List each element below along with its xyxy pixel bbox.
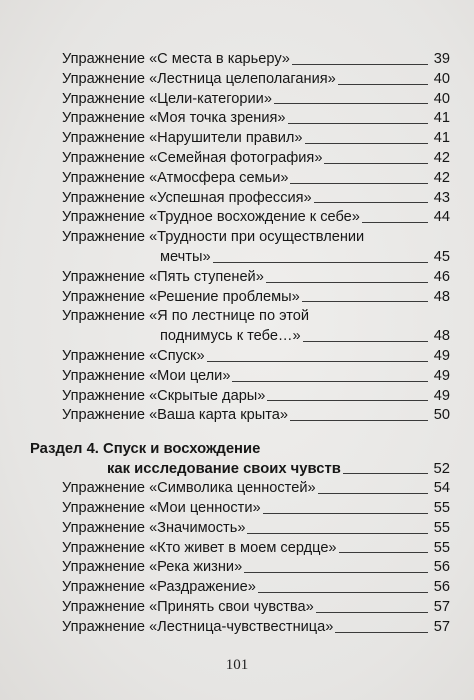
toc-entry-title: Упражнение «Река жизни» [62,559,243,576]
toc-entry-page: 40 [433,90,450,107]
toc-entry-page: 45 [433,248,450,265]
dot-leader [314,202,428,203]
toc-entry-title: Упражнение «Моя точка зрения» [62,110,286,127]
toc-entry [30,387,450,407]
toc-entry [30,347,450,367]
toc-list-section4 [30,479,450,637]
toc-entry-page: 49 [433,367,450,384]
toc-entry-title: Упражнение «Семейная фотография» [62,149,323,166]
toc-entry-title: Упражнение «Решение проблемы» [62,288,300,305]
dot-leader [316,612,428,613]
toc-entry [30,578,450,598]
dot-leader [292,64,428,65]
toc-entry [30,268,450,288]
dot-leader [244,572,428,573]
dot-leader [213,262,428,263]
toc-entry-page: 55 [433,519,450,536]
toc-entry-title: Упражнение «Мои цели» [62,367,231,384]
toc-entry [30,129,450,149]
toc-entry [30,70,450,90]
toc-entry-title: Упражнение «Скрытые дары» [62,387,266,404]
toc-entry [30,288,450,308]
toc-entry-title: Упражнение «Символика ценностей» [62,480,316,497]
toc-entry-page: 57 [433,618,450,635]
toc-entry-ladder-line1 [30,307,450,327]
toc-entry-title: Упражнение «Пять ступеней» [62,268,264,285]
toc-entry-title: мечты» [160,248,211,265]
dot-leader [303,341,428,342]
toc-entry-title: Упражнение «Атмосфера семьи» [62,169,289,186]
toc-entry-title: Упражнение «Спуск» [62,347,205,364]
toc-entry-title: Упражнение «Раздражение» [62,579,256,596]
toc-entry-page: 46 [433,268,450,285]
toc-entry-title: Упражнение «Успешная профессия» [62,189,312,206]
toc-entry-page: 57 [433,598,450,615]
dot-leader [290,183,428,184]
toc-entry [30,618,450,638]
toc-entry-page: 56 [433,559,450,576]
toc-entry [30,169,450,189]
page-number: 101 [225,657,249,673]
toc-entry-page: 44 [433,209,450,226]
toc-entry [30,499,450,519]
toc-entry [30,406,450,426]
toc-entry-title: Упражнение «Лестница целеполагания» [62,70,336,87]
dot-leader [232,381,428,382]
toc-list-after [30,347,450,426]
toc-entry-page: 43 [433,189,450,206]
dot-leader [247,533,428,534]
toc-entry-page: 42 [433,169,450,186]
section-heading-line2 [30,459,450,479]
dot-leader [302,301,428,302]
section-spacer [30,426,450,439]
toc-entry [30,149,450,169]
dot-leader [263,513,428,514]
section-title: Раздел 4. Спуск и восхождение [30,441,261,458]
toc-entry [30,519,450,539]
toc-entry-page: 41 [433,130,450,147]
section-title: как исследование своих чувств [107,461,341,478]
section-page: 52 [433,461,450,478]
toc-entry-page: 42 [433,149,450,166]
toc-entry-title: Упражнение «Ваша карта крыта» [62,407,288,424]
toc-entry-title: Упражнение «Трудное восхождение к себе» [62,209,360,226]
dot-leader [339,552,428,553]
toc-entry [30,539,450,559]
toc-entry [30,109,450,129]
dot-leader [274,103,428,104]
toc-entry-title: Упражнение «Кто живет в моем сердце» [62,539,337,556]
toc-entry-title: поднимусь к тебе…» [160,328,301,345]
toc-entry [30,479,450,499]
toc-entry [30,558,450,578]
toc-list-middle [30,268,450,308]
toc-list-before [30,50,450,228]
toc-entry-title: Упражнение «Я по лестнице по этой [62,308,310,325]
toc-entry-page: 48 [433,328,450,345]
dot-leader [324,163,428,164]
toc-entry-page: 49 [433,347,450,364]
toc-entry-difficulties-line2 [30,248,450,268]
dot-leader [305,143,429,144]
toc-entry-title: Упражнение «Трудности при осуществлении [62,229,365,246]
toc-entry-title: Упражнение «Цели-категории» [62,90,272,107]
toc-entry-page: 56 [433,579,450,596]
toc-entry-title: Упражнение «Нарушители правил» [62,130,303,147]
toc-entry-title: Упражнение «Лестница-чувствестница» [62,618,334,635]
toc-entry-page: 40 [433,70,450,87]
toc-entry [30,208,450,228]
dot-leader [267,400,428,401]
dot-leader [290,420,428,421]
toc-entry-page: 39 [433,51,450,67]
toc-entry-page: 55 [433,499,450,516]
toc-entry-title: Упражнение «Значимость» [62,519,246,536]
toc-entry-page: 50 [433,407,450,424]
dot-leader [343,473,428,474]
dot-leader [335,632,428,633]
toc-entry-page: 48 [433,288,450,305]
toc-entry [30,50,450,70]
dot-leader [266,282,428,283]
section-heading-line1 [30,439,450,459]
dot-leader [258,592,428,593]
toc-entry-page: 41 [433,110,450,127]
dot-leader [338,84,428,85]
toc-entry-page: 49 [433,387,450,404]
toc-entry-ladder-line2 [30,327,450,347]
toc-entry [30,189,450,209]
toc-entry-title: Упражнение «Мои ценности» [62,499,261,516]
toc-entry-title: Упражнение «Принять свои чувства» [62,598,314,615]
table-of-contents [30,50,450,638]
toc-entry-page: 54 [433,480,450,497]
toc-entry-difficulties-line1 [30,228,450,248]
dot-leader [288,123,428,124]
toc-entry-title: Упражнение «С места в карьеру» [62,51,290,67]
dot-leader [207,361,428,362]
toc-entry [30,367,450,387]
dot-leader [362,222,428,223]
toc-entry-page: 55 [433,539,450,556]
dot-leader [318,493,428,494]
toc-entry [30,598,450,618]
toc-entry [30,90,450,110]
